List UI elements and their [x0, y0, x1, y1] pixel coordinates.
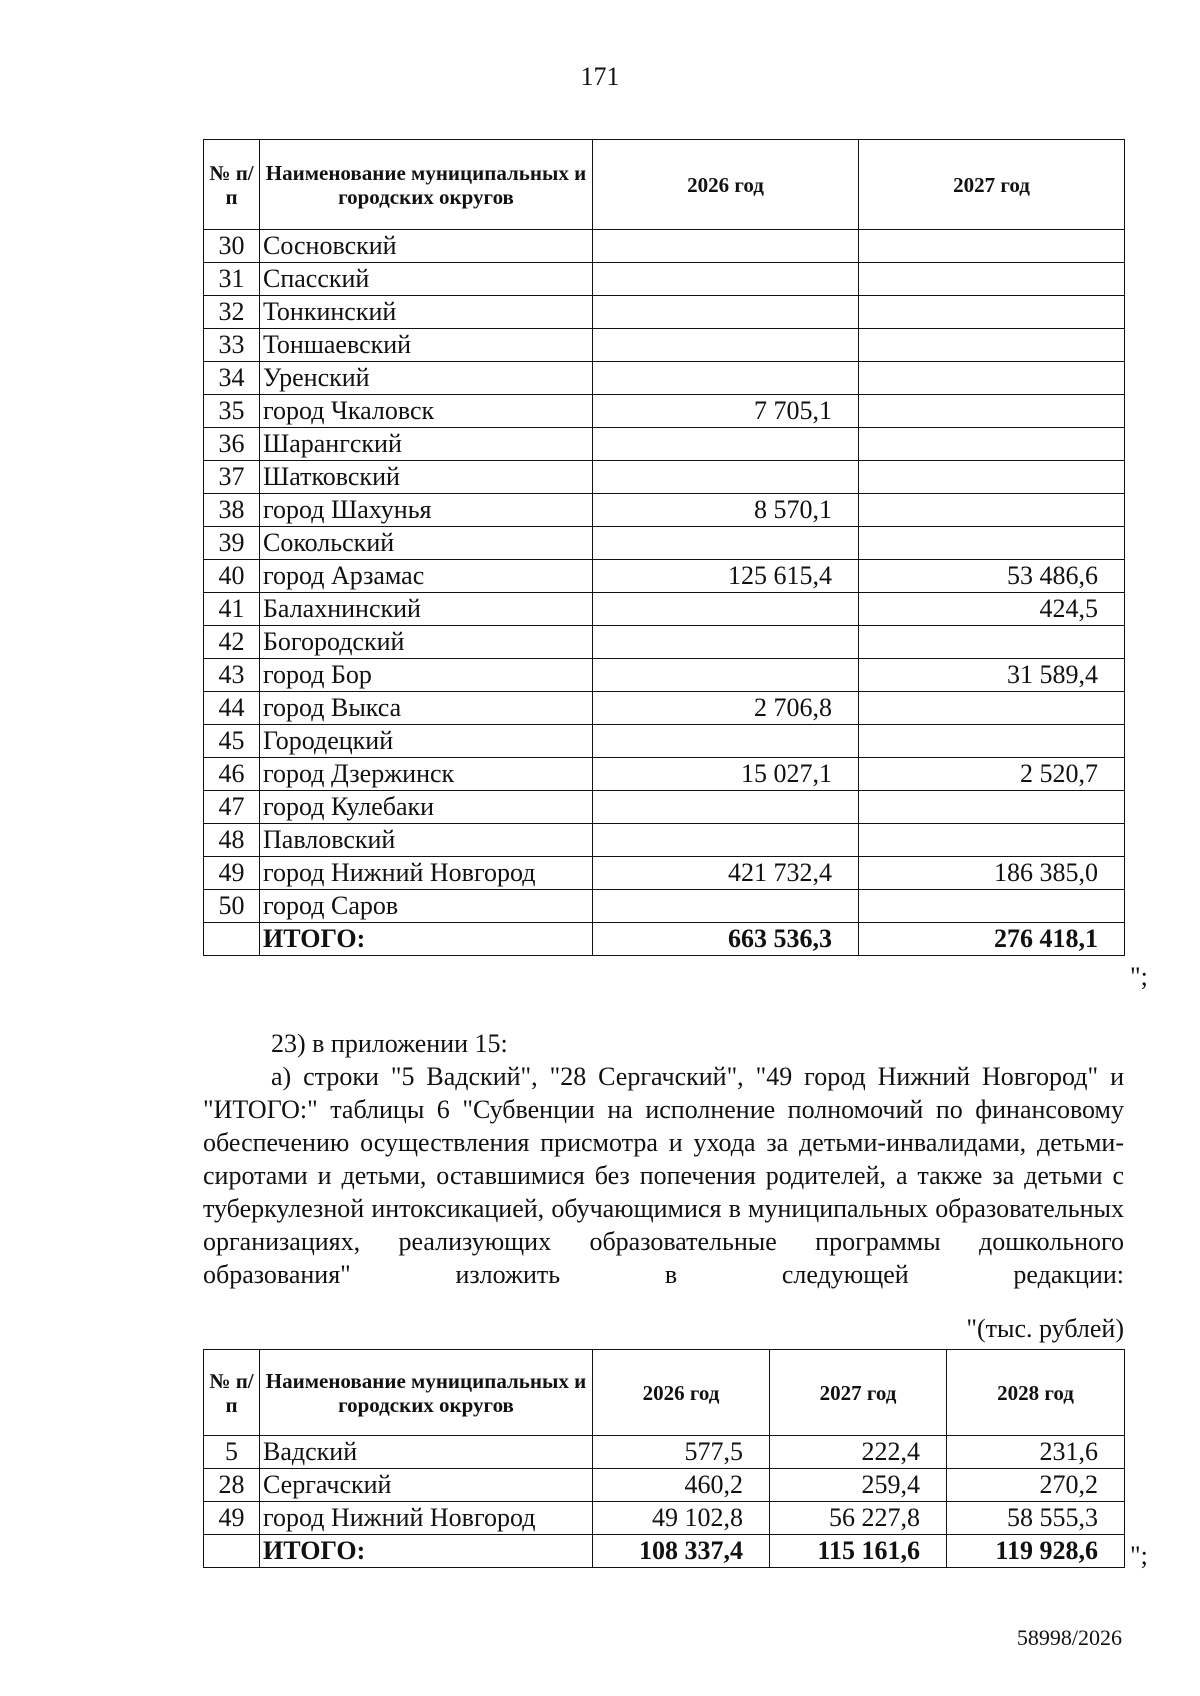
document-number: 58998/2026 — [1016, 1625, 1122, 1650]
row-name: Павловский — [260, 824, 593, 857]
row-num: 37 — [204, 461, 260, 494]
units-label: "(тыс. рублей) — [966, 1314, 1124, 1343]
row-num: 46 — [204, 758, 260, 791]
table-row — [204, 593, 1125, 626]
row-name: Уренский — [260, 362, 593, 395]
table-row — [204, 791, 1125, 824]
total-2026: 108 337,4 — [593, 1535, 770, 1568]
subsidy-table-continued — [203, 139, 1125, 956]
row-name: Тоншаевский — [260, 329, 593, 362]
row-name: Сосновский — [260, 230, 593, 263]
total-num — [204, 1535, 260, 1568]
row-name: город Саров — [260, 890, 593, 923]
row-2026 — [593, 593, 859, 626]
row-name: Спасский — [260, 263, 593, 296]
table-header-row — [204, 140, 1125, 230]
row-num: 44 — [204, 692, 260, 725]
row-2026 — [593, 659, 859, 692]
row-name: город Кулебаки — [260, 791, 593, 824]
row-num: 32 — [204, 296, 260, 329]
header-2026: 2026 год — [593, 1350, 770, 1436]
table-row — [204, 428, 1125, 461]
row-2026: 460,2 — [593, 1469, 770, 1502]
row-name: Вадский — [260, 1436, 593, 1469]
table-row — [204, 395, 1125, 428]
row-num: 48 — [204, 824, 260, 857]
total-2026: 663 536,3 — [593, 923, 859, 956]
row-num: 28 — [204, 1469, 260, 1502]
row-num: 38 — [204, 494, 260, 527]
row-2027: 56 227,8 — [770, 1502, 947, 1535]
row-num: 34 — [204, 362, 260, 395]
table-row — [204, 263, 1125, 296]
row-name: город Нижний Новгород — [260, 1502, 593, 1535]
table-closing-quote: "; — [1130, 1541, 1148, 1570]
table-row — [204, 560, 1125, 593]
total-2027: 276 418,1 — [859, 923, 1125, 956]
subvention-table — [203, 1349, 1125, 1568]
table-total-row — [204, 1535, 1125, 1568]
row-2026: 7 705,1 — [593, 395, 859, 428]
row-2027 — [859, 494, 1125, 527]
row-2026: 577,5 — [593, 1436, 770, 1469]
row-name: Богородский — [260, 626, 593, 659]
row-name: город Дзержинск — [260, 758, 593, 791]
table-row — [204, 890, 1125, 923]
table-row — [204, 1469, 1125, 1502]
table-row — [204, 296, 1125, 329]
table-row — [204, 725, 1125, 758]
row-name: Сокольский — [260, 527, 593, 560]
row-num: 49 — [204, 1502, 260, 1535]
table-total-row — [204, 923, 1125, 956]
row-2026 — [593, 527, 859, 560]
row-name: город Нижний Новгород — [260, 857, 593, 890]
row-num: 45 — [204, 725, 260, 758]
row-name: город Выкса — [260, 692, 593, 725]
row-2027 — [859, 890, 1125, 923]
table-row — [204, 824, 1125, 857]
row-num: 33 — [204, 329, 260, 362]
row-2026 — [593, 263, 859, 296]
table-row — [204, 1436, 1125, 1469]
row-2027 — [859, 461, 1125, 494]
row-2026 — [593, 890, 859, 923]
row-num: 35 — [204, 395, 260, 428]
table-row — [204, 1502, 1125, 1535]
table-row — [204, 659, 1125, 692]
table-closing-quote: "; — [1130, 962, 1148, 991]
total-label: ИТОГО: — [260, 1535, 593, 1568]
header-num: № п/п — [204, 1350, 260, 1436]
row-2026 — [593, 725, 859, 758]
row-2027: 186 385,0 — [859, 857, 1125, 890]
row-2027: 31 589,4 — [859, 659, 1125, 692]
row-2027 — [859, 626, 1125, 659]
row-2027 — [859, 824, 1125, 857]
row-2026 — [593, 329, 859, 362]
total-label: ИТОГО: — [260, 923, 593, 956]
row-name: город Бор — [260, 659, 593, 692]
table-row — [204, 857, 1125, 890]
row-num: 40 — [204, 560, 260, 593]
table-header-row — [204, 1350, 1125, 1436]
row-2027 — [859, 296, 1125, 329]
header-name: Наименование муниципальных и городских округов — [260, 1350, 593, 1436]
row-2028: 270,2 — [947, 1469, 1125, 1502]
row-2026: 8 570,1 — [593, 494, 859, 527]
row-2027: 2 520,7 — [859, 758, 1125, 791]
total-2028: 119 928,6 — [947, 1535, 1125, 1568]
row-2026: 2 706,8 — [593, 692, 859, 725]
table-row — [204, 494, 1125, 527]
row-2027: 222,4 — [770, 1436, 947, 1469]
row-num: 50 — [204, 890, 260, 923]
row-num: 30 — [204, 230, 260, 263]
row-2026 — [593, 230, 859, 263]
row-num: 47 — [204, 791, 260, 824]
row-2026 — [593, 296, 859, 329]
row-2026 — [593, 626, 859, 659]
table-row — [204, 329, 1125, 362]
row-num: 49 — [204, 857, 260, 890]
table-row — [204, 692, 1125, 725]
row-num: 31 — [204, 263, 260, 296]
row-num: 39 — [204, 527, 260, 560]
row-name: город Чкаловск — [260, 395, 593, 428]
table-row — [204, 527, 1125, 560]
table-row — [204, 461, 1125, 494]
row-name: город Арзамас — [260, 560, 593, 593]
amendment-text — [203, 1027, 1124, 1291]
row-name: Шарангский — [260, 428, 593, 461]
header-num: № п/п — [204, 140, 260, 230]
total-2027: 115 161,6 — [770, 1535, 947, 1568]
row-2027 — [859, 263, 1125, 296]
table-row — [204, 626, 1125, 659]
row-num: 43 — [204, 659, 260, 692]
header-2026: 2026 год — [593, 140, 859, 230]
row-2026 — [593, 362, 859, 395]
row-num: 36 — [204, 428, 260, 461]
row-2027 — [859, 395, 1125, 428]
row-name: Сергачский — [260, 1469, 593, 1502]
table-row — [204, 758, 1125, 791]
row-2026: 15 027,1 — [593, 758, 859, 791]
row-2027 — [859, 329, 1125, 362]
row-2026: 125 615,4 — [593, 560, 859, 593]
row-name: город Шахунья — [260, 494, 593, 527]
row-2027: 259,4 — [770, 1469, 947, 1502]
row-2027: 424,5 — [859, 593, 1125, 626]
total-num — [204, 923, 260, 956]
row-num: 5 — [204, 1436, 260, 1469]
row-2026 — [593, 428, 859, 461]
table-row — [204, 362, 1125, 395]
row-2027 — [859, 692, 1125, 725]
row-2026 — [593, 824, 859, 857]
amendment-paragraph: а) строки "5 Вадский", "28 Сергачский", "49 город Нижний Новгород" и "ИТОГО:" таблицы 6 "Субвенции на исполнение полномочий по финансовому обеспечению осуществления присмотра и ухода за детьми-инвалидами, детьми-сиротами и детьми, оставшимися без попечения родителей, а также за детьми с туберкулезной интоксикацией, обучающимися в муниципальных образовательных организациях, реализующих образовательные программы дошкольного образования" изложить в следующей редакции: — [203, 1062, 1124, 1289]
row-2028: 231,6 — [947, 1436, 1125, 1469]
row-num: 41 — [204, 593, 260, 626]
row-2028: 58 555,3 — [947, 1502, 1125, 1535]
row-2027 — [859, 362, 1125, 395]
header-2028: 2028 год — [947, 1350, 1125, 1436]
table-row — [204, 230, 1125, 263]
header-2027: 2027 год — [770, 1350, 947, 1436]
row-2026: 421 732,4 — [593, 857, 859, 890]
row-2027 — [859, 725, 1125, 758]
row-num: 42 — [204, 626, 260, 659]
row-2027 — [859, 791, 1125, 824]
row-2026: 49 102,8 — [593, 1502, 770, 1535]
row-2027 — [859, 230, 1125, 263]
row-2026 — [593, 791, 859, 824]
row-2026 — [593, 461, 859, 494]
row-2027 — [859, 527, 1125, 560]
row-name: Городецкий — [260, 725, 593, 758]
row-2027: 53 486,6 — [859, 560, 1125, 593]
row-2027 — [859, 428, 1125, 461]
row-name: Балахнинский — [260, 593, 593, 626]
header-name: Наименование муниципальных и городских округов — [260, 140, 593, 230]
row-name: Шатковский — [260, 461, 593, 494]
amendment-item: 23) в приложении 15: — [271, 1029, 508, 1058]
row-name: Тонкинский — [260, 296, 593, 329]
header-2027: 2027 год — [859, 140, 1125, 230]
page-number: 171 — [580, 62, 620, 91]
